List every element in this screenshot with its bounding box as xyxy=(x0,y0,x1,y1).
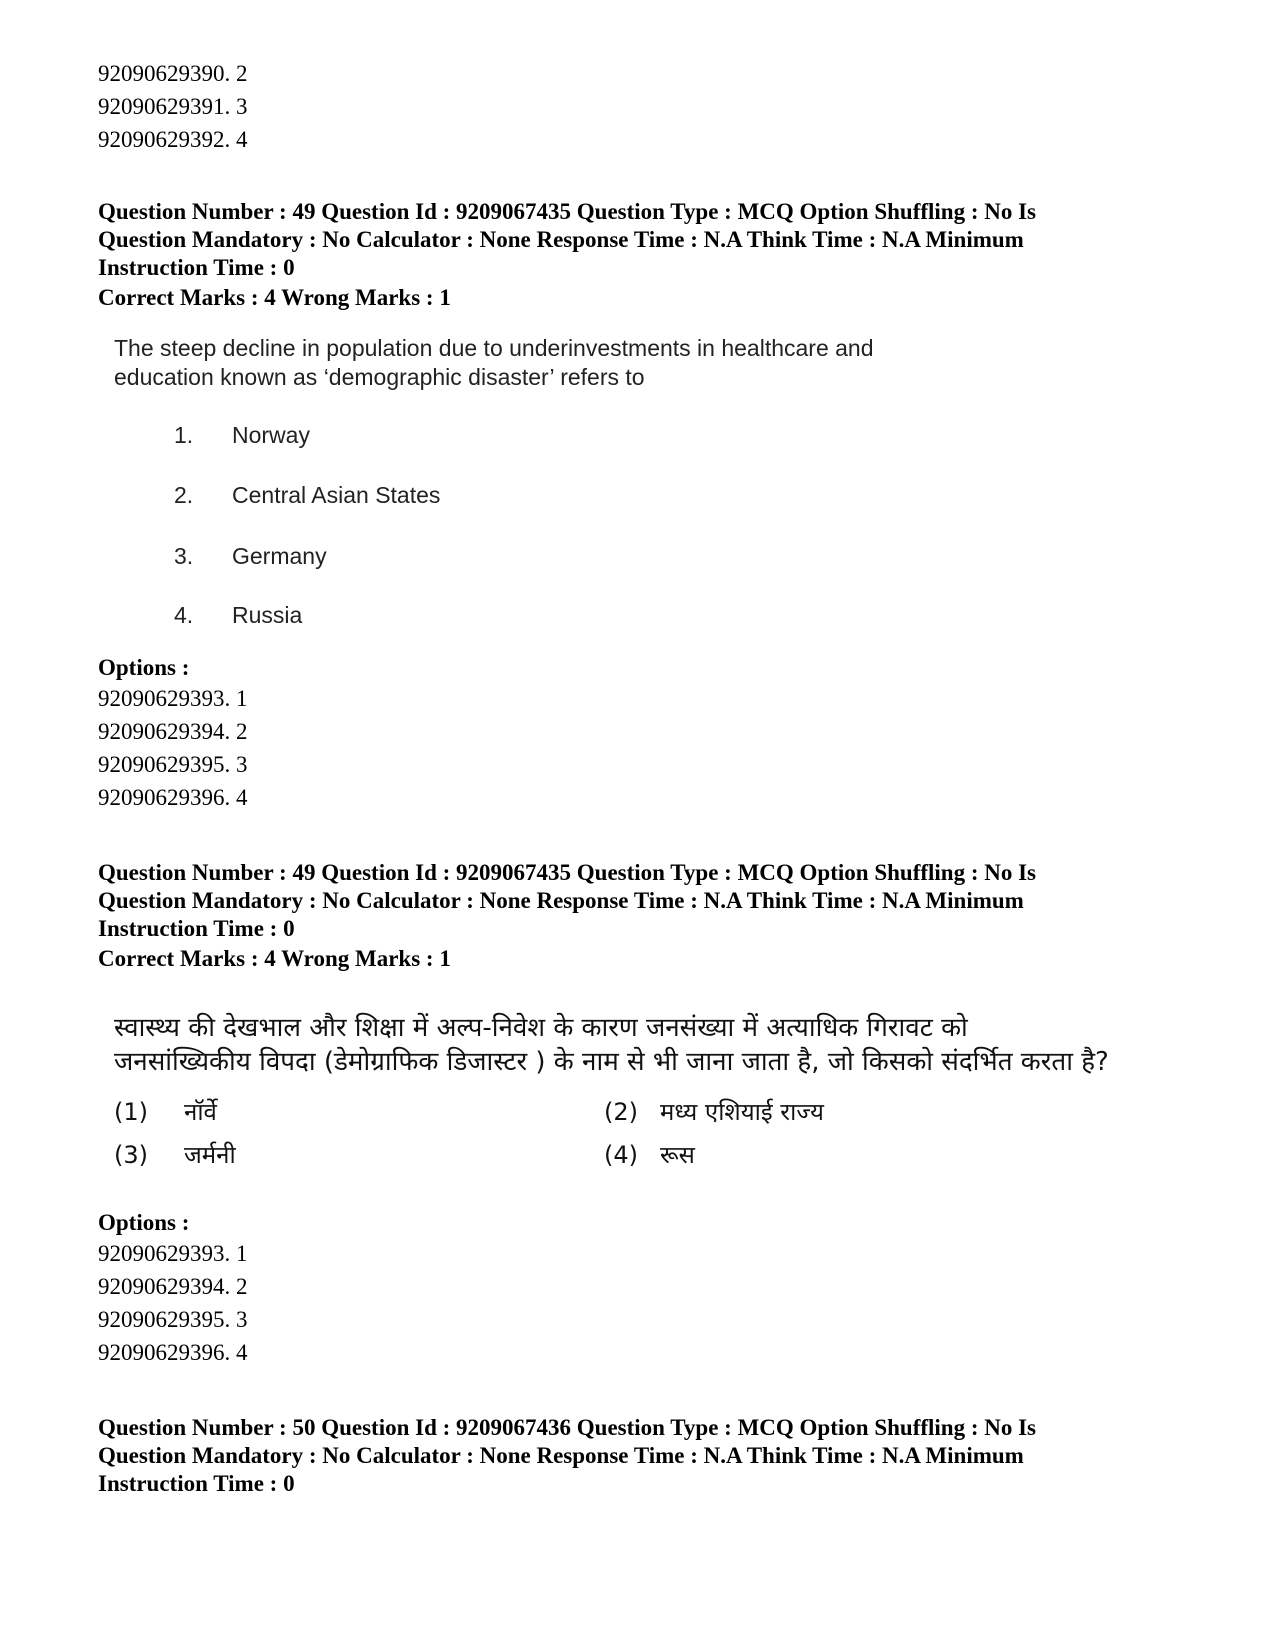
choice-number: (1) xyxy=(114,1098,148,1126)
choice-number: (2) xyxy=(604,1098,638,1126)
choice-number: 2. xyxy=(174,482,194,508)
choice-text: Norway xyxy=(232,422,310,448)
choice-number: 1. xyxy=(174,422,194,448)
question-stem xyxy=(114,334,1014,392)
choice-text: Germany xyxy=(232,543,327,569)
option-line: 92090629393. 1 xyxy=(98,1241,248,1266)
choice-item xyxy=(604,1097,824,1127)
question-meta-line: Question Number : 49 Question Id : 9209067435 Question Type : MCQ Option Shuffling : No Is xyxy=(98,860,1037,885)
choice-item xyxy=(114,1140,236,1170)
option-line: 92090629393. 1 xyxy=(98,686,248,711)
choice-text: जर्मनी xyxy=(184,1141,236,1169)
option-line: 92090629391. 3 xyxy=(98,94,248,119)
marks-line: Correct Marks : 4 Wrong Marks : 1 xyxy=(98,285,451,310)
option-line: 92090629394. 2 xyxy=(98,1274,248,1299)
choice-number: (3) xyxy=(114,1141,148,1169)
choice-text: Central Asian States xyxy=(232,482,441,508)
options-heading: Options : xyxy=(98,1210,190,1235)
question-meta xyxy=(98,859,1188,943)
option-line: 92090629396. 4 xyxy=(98,1340,248,1365)
question-meta-line: Question Mandatory : No Calculator : None Response Time : N.A Think Time : N.A Minimum xyxy=(98,1443,1024,1468)
choice-item xyxy=(604,1140,695,1170)
choice-text: रूस xyxy=(660,1141,695,1169)
option-line: 92090629392. 4 xyxy=(98,127,248,152)
question-meta-line: Question Number : 49 Question Id : 9209067435 Question Type : MCQ Option Shuffling : No Is xyxy=(98,199,1037,224)
marks-line: Correct Marks : 4 Wrong Marks : 1 xyxy=(98,946,451,971)
question-meta xyxy=(98,198,1188,282)
choice-text: नॉर्वे xyxy=(184,1098,217,1126)
question-meta-line: Instruction Time : 0 xyxy=(98,916,295,941)
question-stem-line: education known as ‘demographic disaster’ refers to xyxy=(114,364,645,390)
question-stem-line: The steep decline in population due to underinvestments in healthcare and xyxy=(114,335,874,361)
question-stem xyxy=(114,1011,1114,1079)
question-stem-line: जनसांख्यिकीय विपदा (डेमोग्राफिक डिजास्टर ) के नाम से भी जाना जाता है, जो किसको संदर्भित करता है? xyxy=(114,1047,1109,1077)
option-line: 92090629395. 3 xyxy=(98,1307,248,1332)
question-meta-line: Instruction Time : 0 xyxy=(98,1471,295,1496)
choice-item xyxy=(114,1097,217,1127)
question-meta xyxy=(98,1414,1188,1498)
question-stem-line: स्वास्थ्य की देखभाल और शिक्षा में अल्प-निवेश के कारण जनसंख्या में अत्याधिक गिरावट को xyxy=(114,1013,968,1043)
options-heading: Options : xyxy=(98,655,190,680)
choice-number: 4. xyxy=(174,602,194,628)
choice-text: मध्य एशियाई राज्य xyxy=(660,1098,824,1126)
choice-number: (4) xyxy=(604,1141,638,1169)
question-meta-line: Question Number : 50 Question Id : 9209067436 Question Type : MCQ Option Shuffling : No Is xyxy=(98,1415,1037,1440)
choice-text: Russia xyxy=(232,602,303,628)
question-meta-line: Question Mandatory : No Calculator : None Response Time : N.A Think Time : N.A Minimum xyxy=(98,888,1024,913)
option-line: 92090629396. 4 xyxy=(98,785,248,810)
question-meta-line: Instruction Time : 0 xyxy=(98,255,295,280)
option-line: 92090629395. 3 xyxy=(98,752,248,777)
question-meta-line: Question Mandatory : No Calculator : None Response Time : N.A Think Time : N.A Minimum xyxy=(98,227,1024,252)
choice-number: 3. xyxy=(174,543,194,569)
option-line: 92090629394. 2 xyxy=(98,719,248,744)
option-line: 92090629390. 2 xyxy=(98,61,248,86)
